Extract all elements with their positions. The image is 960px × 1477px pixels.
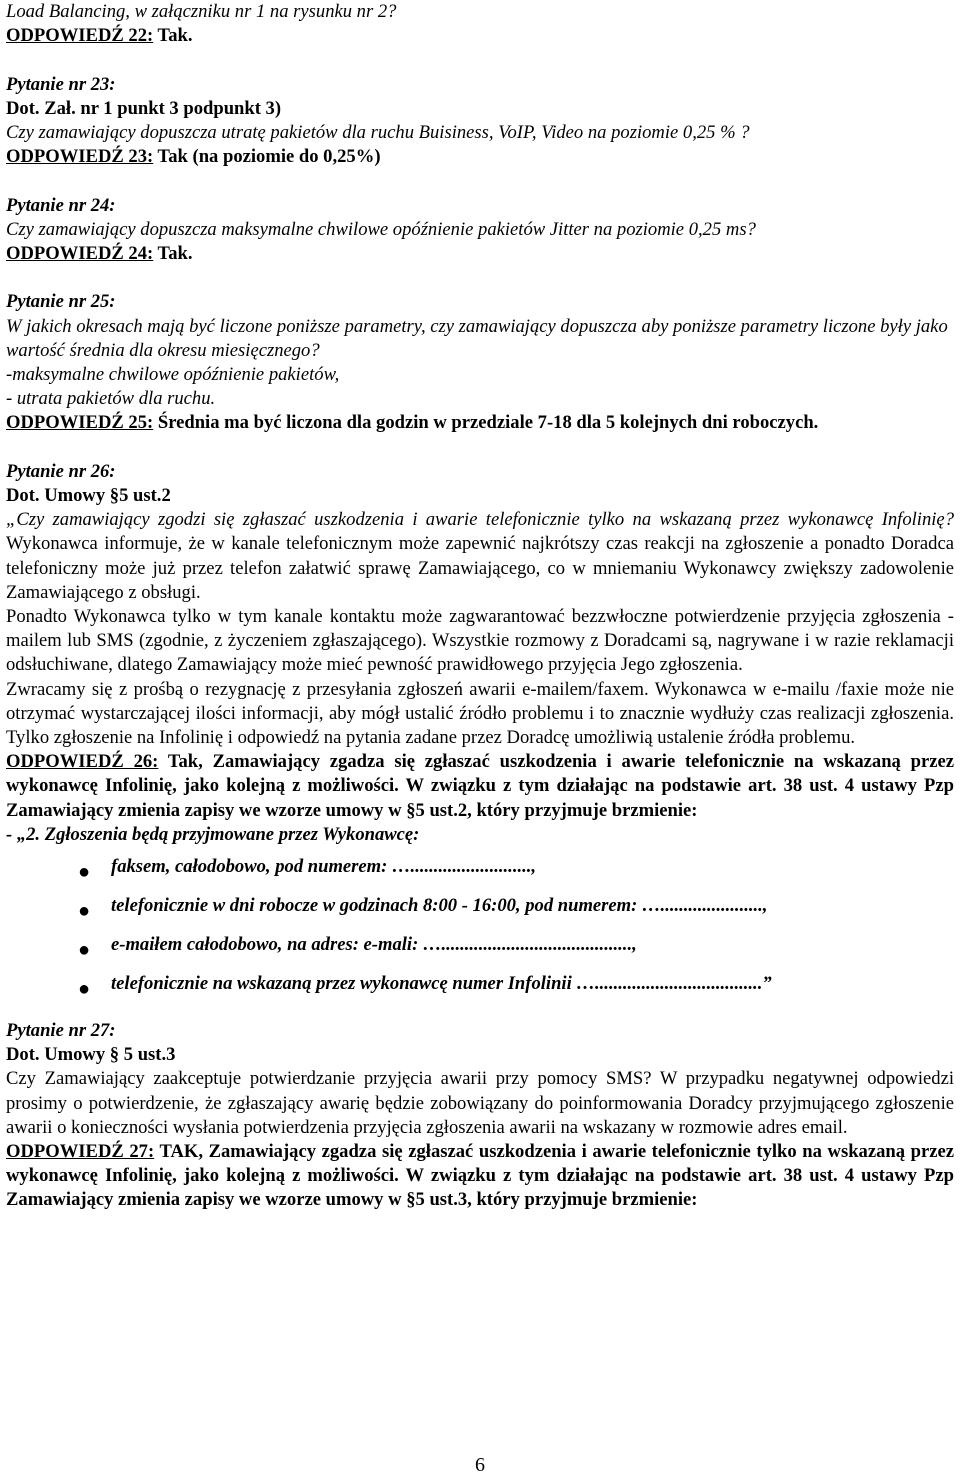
bullet-icon: ●: [78, 900, 91, 923]
answer-27-text: TAK, Zamawiający zgadza się zgłaszać uszkodzenia i awarie telefonicznie tylko na wskazaną przez wykonawcę Infolinię, jako kolejną z możliwości. W związku z tym działając na podstawie art. 38 ust. 4 ustawy Pzp Zamawiający zmienia zapisy we wzorze umowy w §5 ust.3, który przyjmuje brzmienie:: [6, 1141, 954, 1211]
answer-25-text: Średnia ma być liczona dla godzin w przedziale 7-18 dla 5 kolejnych dni roboczych.: [153, 412, 819, 434]
list-item: ● e-maiłem całodobowo, na adres: e-mali: ….........................................,: [78, 934, 637, 962]
answer-27: [6, 1140, 954, 1213]
list-item: ● telefonicznie na wskazaną przez wykonawcę numer Infolinii …....................................”: [78, 973, 772, 1001]
answer-24: [6, 242, 954, 266]
bullet-icon: ●: [78, 861, 91, 884]
question-25-title: Pytanie nr 25:: [6, 291, 116, 313]
answer-22: [6, 24, 954, 48]
list-item: ● faksem, całodobowo, pod numerem: …..........................,: [78, 856, 537, 884]
question-23-ref: Dot. Zał. nr 1 punkt 3 podpunkt 3): [6, 97, 282, 119]
question-26-quote: „Czy zamawiający zgodzi się zgłaszać uszkodzenia i awarie telefonicznie tylko na wskazaną przez wykonawcę Infolinię?: [6, 509, 954, 531]
answer-26-text: Tak, Zamawiający zgadza się zgłaszać uszkodzenia i awarie telefonicznie na wskazaną przez wykonawcę Infolinię, jako kolejną z możliwości. W związku z tym działając na podstawie art. 38 ust. 4 ustawy Pzp Zamawiający zmienia zapisy we wzorze umowy w §5 ust.2, który przyjmuje brzmienie:: [6, 751, 954, 821]
answer-23-label: ODPOWIEDŹ 23:: [6, 146, 154, 168]
bullet-icon: ●: [78, 939, 91, 962]
page-number: 6: [475, 1454, 485, 1476]
answer-24-label: ODPOWIEDŹ 24:: [6, 243, 154, 264]
answer-26-clause: - „2. Zgłoszenia będą przyjmowane przez Wykonawcę:: [6, 823, 420, 845]
question-25-item-2: - utrata pakietów dla ruchu.: [6, 388, 216, 410]
list-item: ● telefonicznie w dni robocze w godzinach 8:00 - 16:00, pod numerem: …......................,: [78, 895, 768, 923]
intro-line: Load Balancing, w załączniku nr 1 na rysunku nr 2?: [6, 1, 397, 22]
answer-25-label: ODPOWIEDŹ 25:: [6, 412, 154, 434]
question-25-item-1: -maksymalne chwilowe opóźnienie pakietów,: [6, 364, 340, 385]
answer-26-bullet-list: [6, 855, 954, 1011]
question-25-text: W jakich okresach mają być liczone poniższe parametry, czy zamawiający dopuszcza aby poniższe parametry liczone były jako wartość średnia dla okresu miesięcznego?: [6, 315, 948, 361]
answer-24-text: Tak.: [153, 243, 193, 264]
answer-23: [6, 145, 954, 169]
question-26-ref: Dot. Umowy §5 ust.2: [6, 485, 171, 506]
document-page: [6, 0, 954, 1213]
answer-22-label: ODPOWIEDŹ 22:: [6, 25, 154, 47]
answer-26: [6, 750, 954, 823]
question-23-title: Pytanie nr 23:: [6, 73, 116, 95]
answer-22-text: Tak.: [153, 25, 193, 47]
answer-23-text: Tak (na poziomie do 0,25%): [153, 146, 381, 168]
answer-27-label: ODPOWIEDŹ 27:: [6, 1141, 155, 1163]
question-26-title: Pytanie nr 26:: [6, 460, 116, 482]
answer-26-label: ODPOWIEDŹ 26:: [6, 751, 159, 773]
question-27-ref: Dot. Umowy § 5 ust.3: [6, 1044, 176, 1066]
answer-25: [6, 411, 954, 435]
bullet-icon: ●: [78, 978, 91, 1001]
question-26-para-1: [6, 508, 954, 605]
question-23-text: Czy zamawiający dopuszcza utratę pakietów dla ruchu Buisiness, VoIP, Video na poziomie 0,25 % ?: [6, 122, 750, 143]
question-24-title: Pytanie nr 24:: [6, 194, 116, 216]
question-26-para-1-text: Wykonawca informuje, że w kanale telefonicznym może zapewnić najkrótszy czas reakcji na zgłoszenie a ponadto Doradca telefoniczny może już przez telefon załatwić sprawę Zamawiającego, co w mniemaniu Wykonawcy zwiększy zadowolenie Zamawiającego z obsługi.: [6, 533, 954, 603]
question-27-text: Czy Zamawiający zaakceptuje potwierdzanie przyjęcia awarii przy pomocy SMS? W przypadku negatywnej odpowiedzi prosimy o potwierdzenie, że zgłaszający awarię będzie zobowiązany do poinformowania Doradcy przyjmującego zgłoszenie awarii o konieczności wysłania potwierdzenia przyjęcia zgłoszenia awarii na wskazany w rozmowie adres email.: [6, 1068, 954, 1138]
question-27-title: Pytanie nr 27:: [6, 1020, 116, 1042]
question-26-para-3: Zwracamy się z prośbą o rezygnację z przesyłania zgłoszeń awarii e-mailem/faxem. Wykonawca w e-mailu /faxie może nie otrzymać wystarczającej ilości informacji, aby mógł ustalić źródło problemu i to znacznie wydłuży czas realizacji zgłoszenia. Tylko zgłoszenie na Infolinię i odpowiedź na pytania zadane przez Doradcę umożliwią ustalenie źródła problemu.: [6, 678, 954, 749]
question-24-text: Czy zamawiający dopuszcza maksymalne chwilowe opóźnienie pakietów Jitter na poziomie 0,25 ms?: [6, 218, 756, 240]
question-26-para-2: Ponadto Wykonawca tylko w tym kanale kontaktu może zagwarantować bezzwłoczne potwierdzenie przyjęcia zgłoszenia - mailem lub SMS (zgodnie, z życzeniem zgłaszającego). Wszystkie rozmowy z Doradcami są, nagrywane i w razie reklamacji odsłuchiwane, dlatego Zamawiający może mieć pewność prawidłowego przyjęcia Jego zgłoszenia.: [6, 606, 954, 676]
